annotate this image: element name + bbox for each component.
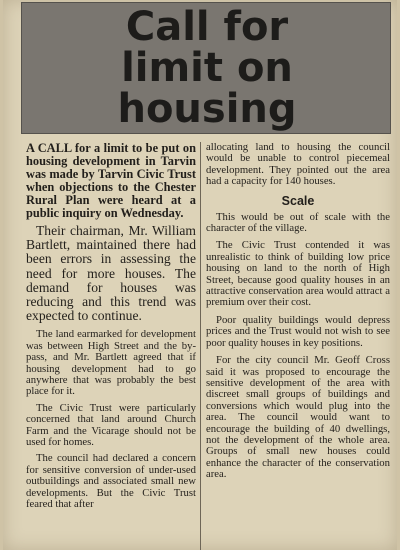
headline-line-2: limit on	[121, 45, 293, 91]
article-paragraph: Poor quality buildings would depress prices and the Trust would not wish to see poor quality houses in key positions.	[206, 313, 390, 349]
article-paragraph: The Civic Trust were particularly concerned that land around Church Farm and the Vicarage should not be used for homes.	[26, 401, 196, 449]
article-paragraph: Their chairman, Mr. William Bartlett, maintained there had been errors in assessing the need for more houses. The demand for houses was reducing and this trend was expected to continue.	[26, 223, 196, 324]
headline-line-3: housing	[117, 86, 297, 132]
right-column	[206, 142, 390, 487]
column-divider	[200, 142, 201, 550]
left-column	[26, 142, 196, 516]
article-paragraph: For the city council Mr. Geoff Cross said it was proposed to encourage the sensitive development of the area with discreet small groups of buildings and conversions which would plug into the area. The council would want to encourage the building of 40 dwellings, not the development of the whole area. Groups of small new houses could enhance the character of the conservation area.	[206, 354, 390, 481]
article-paragraph: The Civic Trust contended it was unrealistic to think of building low price housing on land to the north of High Street, because good quality houses in an attractive conservation area would attract a premium over their cost.	[206, 239, 390, 309]
subheading: Scale	[281, 193, 315, 208]
headline-banner	[21, 2, 391, 134]
article-paragraph: The land earmarked for development was between High Street and the by-pass, and Mr. Bartlett agreed that if housing development had to go anywhere that was probably the best place for it.	[26, 328, 196, 398]
article-paragraph: allocating land to housing the council would be unable to control piecemeal development. They pointed out the area had a capacity for 140 houses.	[206, 141, 390, 188]
lede-paragraph: A CALL for a limit to be put on housing development in Tarvin was made by Tarvin Civic Trust when objections to the Chester Rural Plan were heard at a public inquiry on Wednesday.	[26, 141, 196, 220]
article-paragraph: This would be out of scale with the character of the village.	[206, 210, 390, 235]
headline-line-1: Call for	[125, 4, 289, 50]
article-paragraph: The council had declared a concern for sensitive conversion of under-used outbuildings and associated small new developments. But the Civic Trust feared that after	[26, 452, 196, 511]
